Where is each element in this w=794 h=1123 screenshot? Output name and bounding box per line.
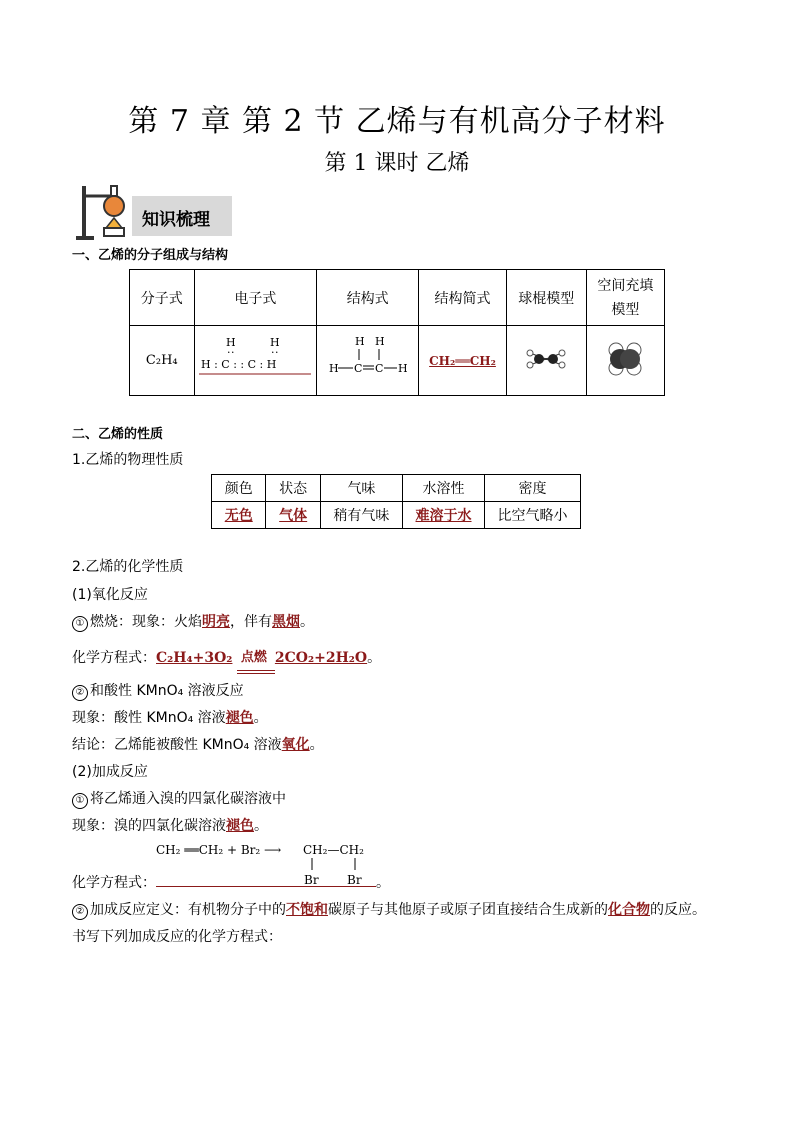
arrow-lines <box>237 670 275 674</box>
header-cell: 密度 <box>485 475 581 502</box>
structural-formula-diagram <box>323 334 413 384</box>
svg-text:·: · <box>275 345 279 359</box>
banner-label: 知识梳理 <box>142 210 210 230</box>
text: 。 <box>309 737 324 753</box>
addition-definition <box>72 899 706 920</box>
text: 结论：乙烯能被酸性 KMnO₄ 溶液 <box>72 737 282 753</box>
kmno4-title-line <box>72 680 244 701</box>
svg-text:H: H <box>397 361 408 375</box>
svg-text:H : C : : C : H: H : C : : C : H <box>201 357 277 371</box>
svg-text:H: H <box>374 334 385 348</box>
text: 现象：溴的四氯化碳溶液 <box>72 818 226 834</box>
header-cell: 空间充填模型 <box>586 270 664 326</box>
answer-blank: 不饱和 <box>286 902 328 918</box>
answer-blank: 褪色 <box>226 818 254 834</box>
kmno4-phenomenon <box>72 707 268 727</box>
text: 现象：酸性 KMnO₄ 溶液 <box>72 710 226 726</box>
svg-text:H: H <box>270 335 280 349</box>
section1-heading: 一、乙烯的分子组成与结构 <box>72 248 229 263</box>
value-cell: 比空气略小 <box>485 502 581 529</box>
item-number: ② <box>72 685 88 701</box>
structure-table <box>129 269 665 396</box>
combustion-line <box>72 611 314 632</box>
header-cell: 电子式 <box>194 270 317 326</box>
answer-line <box>156 874 376 887</box>
page-subtitle: 第 1 课时 乙烯 <box>324 151 470 176</box>
svg-text:C: C <box>374 361 384 375</box>
addition-equation-line <box>72 872 390 892</box>
svg-text:Br: Br <box>304 873 319 887</box>
answer-blank: 明亮 <box>202 614 230 630</box>
equation-products: 2CO₂+2H₂O <box>274 650 368 666</box>
text: 。 <box>367 650 382 666</box>
lab-flask-icon <box>74 180 134 242</box>
header-cell: 分子式 <box>130 270 195 326</box>
space-fill-model-image <box>605 341 645 377</box>
svg-text:H: H <box>328 361 339 375</box>
text: 化学方程式： <box>72 650 156 666</box>
value-cell: 无色 <box>212 502 266 529</box>
addition-step <box>72 788 286 809</box>
ball-stick-model-cell <box>506 326 586 396</box>
kmno4-conclusion <box>72 734 324 754</box>
text: 加成反应定义：有机物分子中的 <box>90 902 286 918</box>
svg-text:CH₂—CH₂: CH₂—CH₂ <box>303 843 364 857</box>
text: 化学方程式： <box>72 875 156 891</box>
item-number: ② <box>72 904 88 920</box>
svg-text:Br: Br <box>347 873 362 887</box>
text: 将乙烯通入溴的四氯化碳溶液中 <box>90 791 286 807</box>
header-cell: 球棍模型 <box>506 270 586 326</box>
text: 燃烧：现象：火焰 <box>90 614 202 630</box>
physical-properties-table <box>211 474 581 529</box>
text: 。 <box>253 710 268 726</box>
header-cell: 颜色 <box>212 475 266 502</box>
chem-title: 2.乙烯的化学性质 <box>72 559 184 575</box>
ball-stick-model-image <box>526 349 566 369</box>
header-cell: 结构式 <box>317 270 419 326</box>
text: ，伴有 <box>230 614 272 630</box>
value-cell: 稍有气味 <box>320 502 402 529</box>
addition-title: (2)加成反应 <box>72 764 148 780</box>
space-fill-model-cell <box>586 326 664 396</box>
text: 的反应。 <box>650 902 706 918</box>
text: 。 <box>300 614 314 630</box>
svg-text:·: · <box>227 345 231 359</box>
addition-phenomenon <box>72 815 268 835</box>
simple-formula-cell: CH₂══CH₂ <box>419 326 506 396</box>
header-cell: 气味 <box>320 475 402 502</box>
electron-formula-cell <box>194 326 317 396</box>
electron-dot-diagram <box>197 334 313 384</box>
answer-blank: 氧化 <box>281 737 310 753</box>
svg-text:C: C <box>353 361 363 375</box>
svg-text:·: · <box>231 345 235 359</box>
answer-blank: 化合物 <box>608 902 650 918</box>
oxidation-title: (1)氧化反应 <box>72 587 148 603</box>
item-number: ① <box>72 793 88 809</box>
physical-title: 1.乙烯的物理性质 <box>72 452 184 468</box>
value-cell: 难溶于水 <box>402 502 484 529</box>
structural-formula-cell <box>317 326 419 396</box>
header-cell: 结构简式 <box>419 270 506 326</box>
combustion-equation-line <box>72 647 381 667</box>
page-title: 第 7 章 第 2 节 乙烯与有机高分子材料 <box>128 104 666 139</box>
text: 碳原子与其他原子或原子团直接结合生成新的 <box>328 902 608 918</box>
item-number: ① <box>72 616 88 632</box>
svg-text:CH₂ ══CH₂ + Br₂ ⟶: CH₂ ══CH₂ + Br₂ ⟶ <box>156 843 282 857</box>
answer-blank: 黑烟 <box>272 614 300 630</box>
formula-cell: C₂H₄ <box>130 326 195 396</box>
reaction-condition: 点燃 <box>240 650 267 665</box>
section2-heading: 二、乙烯的性质 <box>72 427 164 442</box>
value-cell: 气体 <box>266 502 320 529</box>
equation-reactants: C₂H₄+3O₂ <box>156 650 233 666</box>
text: 。 <box>254 818 268 834</box>
header-cell: 状态 <box>266 475 320 502</box>
svg-text:H: H <box>354 334 365 348</box>
header-cell: 水溶性 <box>402 475 484 502</box>
svg-text:H: H <box>226 335 236 349</box>
answer-blank: 褪色 <box>225 710 254 726</box>
svg-text:·: · <box>271 345 275 359</box>
section-banner <box>132 196 232 236</box>
write-equations-prompt: 书写下列加成反应的化学方程式： <box>72 929 282 945</box>
text: 。 <box>376 875 390 891</box>
text: 和酸性 KMnO₄ 溶液反应 <box>90 683 244 699</box>
